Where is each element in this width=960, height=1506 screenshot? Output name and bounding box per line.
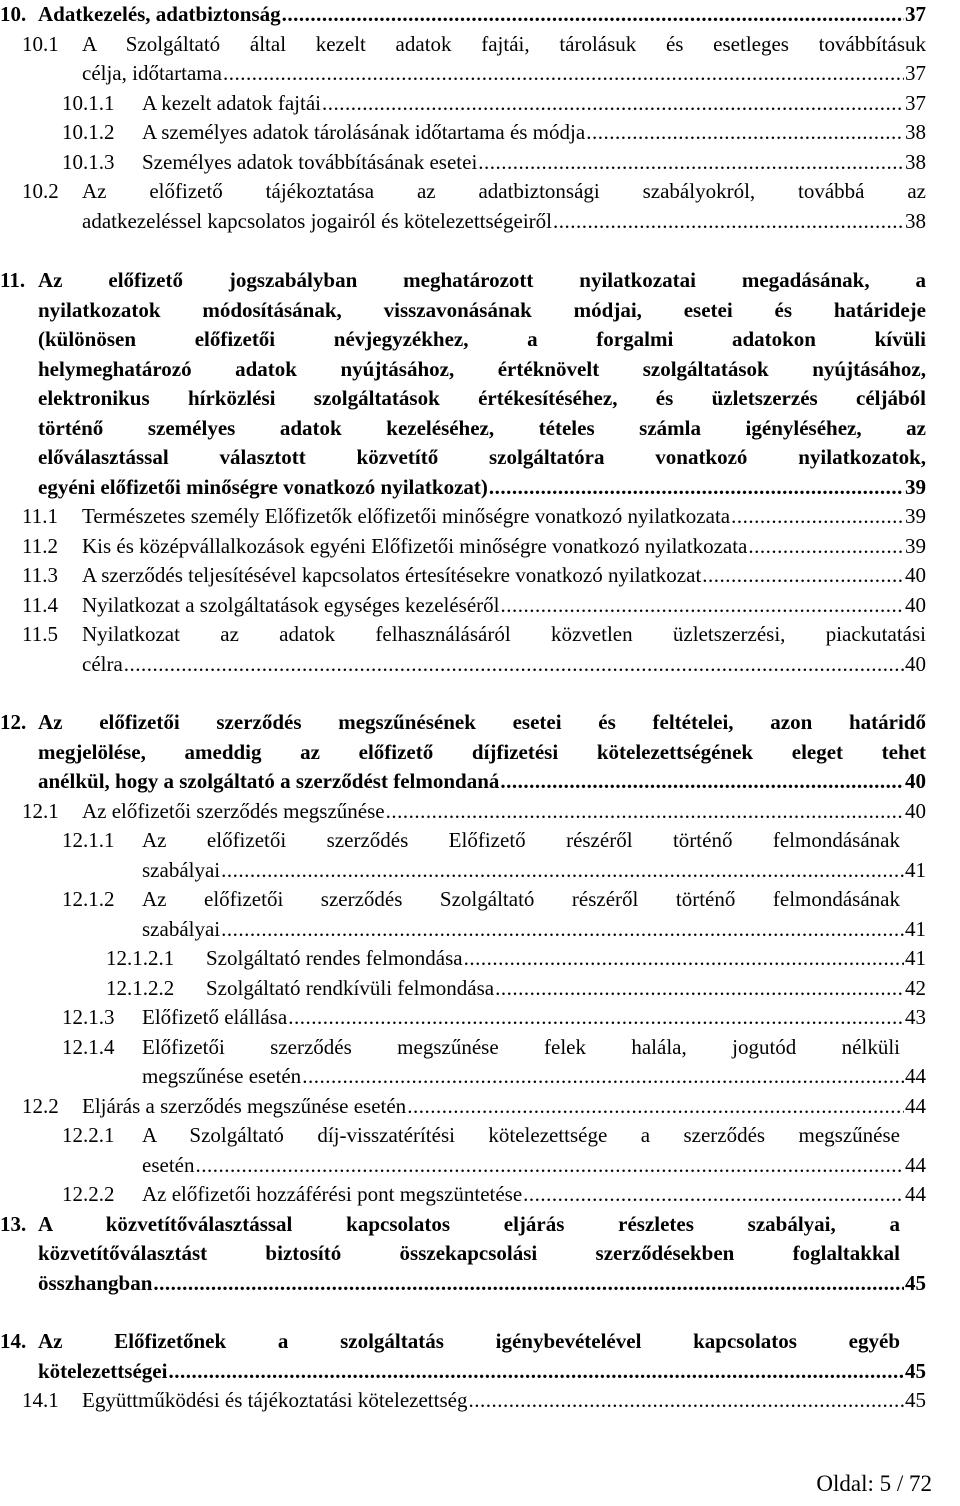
dot-leader — [407, 1092, 904, 1122]
dot-leader — [731, 502, 904, 532]
entry-title-line: A Szolgáltató díj-visszatérítési kötelezettsége a szerződés megszűnése — [142, 1123, 900, 1147]
entry-page: 37 — [905, 90, 926, 115]
entry-number: 10.1.3 — [62, 149, 115, 174]
entry-title-line: szabályai — [142, 857, 221, 882]
entry-title: Személyes adatok továbbításának esetei — [142, 149, 478, 174]
toc-entry-10-2[interactable] — [22, 177, 926, 236]
entry-page: 45 — [905, 1358, 926, 1383]
entry-title-line: elektronikus hírközlési szolgáltatások értékesítéséhez, és üzletszerzés céljából — [38, 386, 926, 410]
entry-number: 10. — [0, 2, 27, 26]
entry-page: 45 — [905, 1388, 926, 1412]
entry-title: Az előfizetői szerződés megszűnése — [82, 798, 385, 823]
toc-entry-11[interactable] — [0, 266, 926, 502]
entry-page: 38 — [905, 149, 926, 174]
entry-number: 10.2 — [22, 179, 59, 203]
toc-entry-12-1[interactable] — [22, 797, 926, 827]
entry-page: 44 — [905, 1152, 926, 1177]
page-number-footer: Oldal: 5 / 72 — [816, 1471, 932, 1496]
dot-leader — [386, 797, 904, 827]
dot-leader — [501, 591, 905, 621]
entry-number: 11.2 — [22, 533, 58, 558]
dot-leader — [478, 148, 904, 178]
entry-number: 12.1.4 — [62, 1034, 115, 1059]
dot-leader — [468, 1386, 904, 1416]
entry-page: 39 — [905, 533, 926, 558]
entry-title-line: (különösen előfizetői névjegyzékhez, a forgalmi adatokon kívüli — [38, 327, 926, 351]
entry-title: Előfizető elállása — [142, 1005, 288, 1029]
entry-page: 44 — [905, 1064, 926, 1088]
entry-page: 41 — [905, 916, 926, 941]
entry-number: 12.1.3 — [62, 1005, 115, 1029]
dot-leader — [322, 89, 904, 119]
toc-entry-12-2-2[interactable] — [62, 1180, 926, 1210]
entry-title-line: helymeghatározó adatok nyújtásához, értéknövelt szolgáltatások nyújtásához, — [38, 356, 926, 381]
entry-title-line: szabályai — [142, 916, 221, 941]
entry-number: 12. — [0, 710, 27, 734]
dot-leader — [223, 59, 904, 89]
entry-title: A szerződés teljesítésével kapcsolatos értesítésekre vonatkozó nyilatkozat — [82, 563, 702, 587]
entry-page: 45 — [905, 1270, 926, 1295]
entry-title-line: megjelölése, ameddig az előfizető díjfizetési kötelezettségének eleget tehet — [38, 739, 926, 764]
dot-leader — [553, 207, 904, 237]
entry-title-line: nyilatkozatok módosításának, visszavonásának módjai, esetei és határideje — [38, 297, 926, 322]
dot-leader — [702, 561, 904, 591]
toc-entry-11-2[interactable] — [22, 532, 926, 562]
entry-page: 37 — [905, 61, 926, 85]
entry-title: Az előfizetői hozzáférési pont megszüntetése — [142, 1182, 523, 1206]
entry-number: 11.1 — [22, 504, 58, 528]
dot-leader — [586, 118, 904, 148]
dot-leader — [221, 915, 904, 945]
dot-leader — [195, 1151, 904, 1181]
entry-number: 11. — [0, 268, 26, 292]
dot-leader — [221, 856, 904, 886]
toc-entry-12-2-1[interactable] — [62, 1121, 926, 1180]
entry-title-line: A Szolgáltató által kezelt adatok fajtái, tárolásuk és esetleges továbbításuk — [82, 31, 926, 56]
dot-leader — [495, 974, 904, 1004]
toc-entry-10-1[interactable] — [22, 30, 926, 89]
entry-title-line: Az előfizetői szerződés Szolgáltató részéről történő felmondásának — [142, 887, 900, 911]
entry-title-line: történő személyes adatok kezeléséhez, tételes számla igényléséhez, az — [38, 415, 926, 440]
toc-entry-11-3[interactable] — [22, 561, 926, 591]
entry-title: A személyes adatok tárolásának időtartama és módja — [142, 120, 586, 144]
entry-title-line: anélkül, hogy a szolgáltató a szerződést felmondaná — [38, 769, 500, 793]
entry-number: 12.1 — [22, 798, 59, 823]
entry-title-line: A közvetítőválasztással kapcsolatos eljárás részletes szabályai, a — [38, 1211, 900, 1236]
toc-entry-12-1-1[interactable] — [62, 826, 926, 885]
entry-page: 37 — [905, 2, 926, 26]
dot-leader — [489, 473, 904, 503]
dot-leader — [464, 944, 904, 974]
entry-title-line: kötelezettségei — [38, 1358, 168, 1383]
entry-number: 11.4 — [22, 592, 58, 617]
entry-page: 40 — [905, 592, 926, 617]
entry-page: 39 — [905, 474, 926, 499]
entry-title-line: megszűnése esetén — [142, 1064, 302, 1088]
toc-entry-10[interactable] — [0, 0, 926, 30]
entry-title-line: előválasztással választott közvetítő szolgáltatóra vonatkozó nyilatkozatok, — [38, 445, 926, 469]
toc-entry-11-1[interactable] — [22, 502, 926, 532]
entry-page: 43 — [905, 1005, 926, 1029]
entry-title: Eljárás a szerződés megszűnése esetén — [82, 1093, 407, 1118]
entry-title-line: Előfizetői szerződés megszűnése felek halála, jogutód nélküli — [142, 1034, 900, 1059]
entry-title-line: közvetítőválasztást biztosító összekapcsolási szerződésekben foglaltakkal — [38, 1241, 900, 1265]
entry-page: 41 — [905, 946, 926, 970]
entry-number: 10.1.1 — [62, 90, 115, 115]
entry-title: Kis és középvállalkozások egyéni Előfizetői minőségre vonatkozó nyilatkozata — [82, 533, 748, 558]
entry-title-line: esetén — [142, 1152, 195, 1177]
entry-page: 44 — [905, 1182, 926, 1206]
dot-leader — [282, 0, 904, 30]
entry-number: 13. — [0, 1211, 27, 1236]
entry-page: 41 — [905, 857, 926, 882]
toc-entry-12[interactable] — [0, 708, 926, 797]
dot-leader — [302, 1062, 904, 1092]
entry-number: 10.1 — [22, 31, 59, 56]
toc-entry-11-4[interactable] — [22, 591, 926, 621]
entry-number: 12.1.1 — [62, 828, 115, 852]
entry-page: 40 — [905, 651, 926, 676]
entry-title: Szolgáltató rendes felmondása — [206, 946, 463, 970]
entry-number: 12.2 — [22, 1093, 59, 1118]
entry-title-line: célja, időtartama — [82, 61, 222, 85]
dot-leader — [523, 1180, 904, 1210]
entry-title-line: egyéni előfizetői minőségre vonatkozó nyilatkozat) — [38, 474, 488, 499]
dot-leader — [124, 650, 904, 680]
entry-title-line: Az előfizetői szerződés megszűnésének esetei és feltételei, azon határidő — [38, 710, 926, 734]
entry-title-line: Az előfizető tájékoztatása az adatbiztonsági szabályokról, továbbá az — [82, 179, 926, 203]
toc-entry-10-1-3[interactable] — [62, 148, 926, 178]
entry-number: 11.5 — [22, 622, 58, 646]
entry-title-line: Az előfizetői szerződés Előfizető részéről történő felmondásának — [142, 828, 900, 852]
toc-entry-12-1-3[interactable] — [62, 1003, 926, 1033]
entry-page: 44 — [905, 1093, 926, 1118]
entry-page: 40 — [905, 563, 926, 587]
toc-entry-12-1-4[interactable] — [62, 1033, 926, 1092]
entry-page: 42 — [905, 975, 926, 1000]
entry-title-line: célra — [82, 651, 123, 676]
entry-number: 14. — [0, 1329, 27, 1353]
dot-leader — [500, 767, 904, 797]
entry-title-line: adatkezeléssel kapcsolatos jogairól és kötelezettségeiről — [82, 208, 552, 233]
toc-entry-12-1-2-2[interactable] — [106, 974, 926, 1004]
entry-title: Együttműködési és tájékoztatási kötelezettség — [82, 1388, 468, 1412]
entry-number: 10.1.2 — [62, 120, 115, 144]
entry-number: 12.2.1 — [62, 1123, 115, 1147]
entry-title-line: összhangban — [38, 1270, 153, 1295]
entry-number: 12.1.2 — [62, 887, 115, 911]
entry-number: 12.2.2 — [62, 1182, 115, 1206]
dot-leader — [153, 1269, 904, 1299]
toc-entry-13[interactable] — [0, 1210, 926, 1299]
dot-leader — [748, 532, 904, 562]
toc-entry-10-1-1[interactable] — [62, 89, 926, 119]
toc-entry-14[interactable] — [0, 1327, 926, 1386]
toc-entry-12-2[interactable] — [22, 1092, 926, 1122]
entry-title-line: Az előfizető jogszabályban meghatározott nyilatkozatai megadásának, a — [38, 268, 926, 292]
entry-page: 38 — [905, 120, 926, 144]
entry-title-line: Az Előfizetőnek a szolgáltatás igénybevételével kapcsolatos egyéb — [38, 1329, 900, 1353]
entry-title: A kezelt adatok fajtái — [142, 90, 322, 115]
entry-title: Szolgáltató rendkívüli felmondása — [206, 975, 495, 1000]
toc-entry-12-1-2-1[interactable] — [106, 944, 926, 974]
entry-number: 14.1 — [22, 1388, 59, 1412]
entry-title: Természetes személy Előfizetők előfizetői minőségre vonatkozó nyilatkozata — [82, 504, 731, 528]
dot-leader — [288, 1003, 904, 1033]
toc-entry-11-5[interactable] — [22, 620, 926, 679]
dot-leader — [168, 1357, 904, 1387]
entry-number: 12.1.2.1 — [106, 946, 175, 970]
entry-page: 40 — [905, 769, 926, 793]
entry-number: 11.3 — [22, 563, 58, 587]
entry-number: 12.1.2.2 — [106, 975, 175, 1000]
entry-page: 40 — [905, 798, 926, 823]
entry-title-line: Nyilatkozat az adatok felhasználásáról közvetlen üzletszerzési, piackutatási — [82, 622, 926, 646]
entry-title: Nyilatkozat a szolgáltatások egységes kezeléséről — [82, 592, 500, 617]
toc-entry-12-1-2[interactable] — [62, 885, 926, 944]
entry-title: Adatkezelés, adatbiztonság — [38, 2, 281, 26]
toc-entry-14-1[interactable] — [22, 1386, 926, 1416]
entry-page: 38 — [905, 208, 926, 233]
entry-page: 39 — [905, 504, 926, 528]
toc-entry-10-1-2[interactable] — [62, 118, 926, 148]
